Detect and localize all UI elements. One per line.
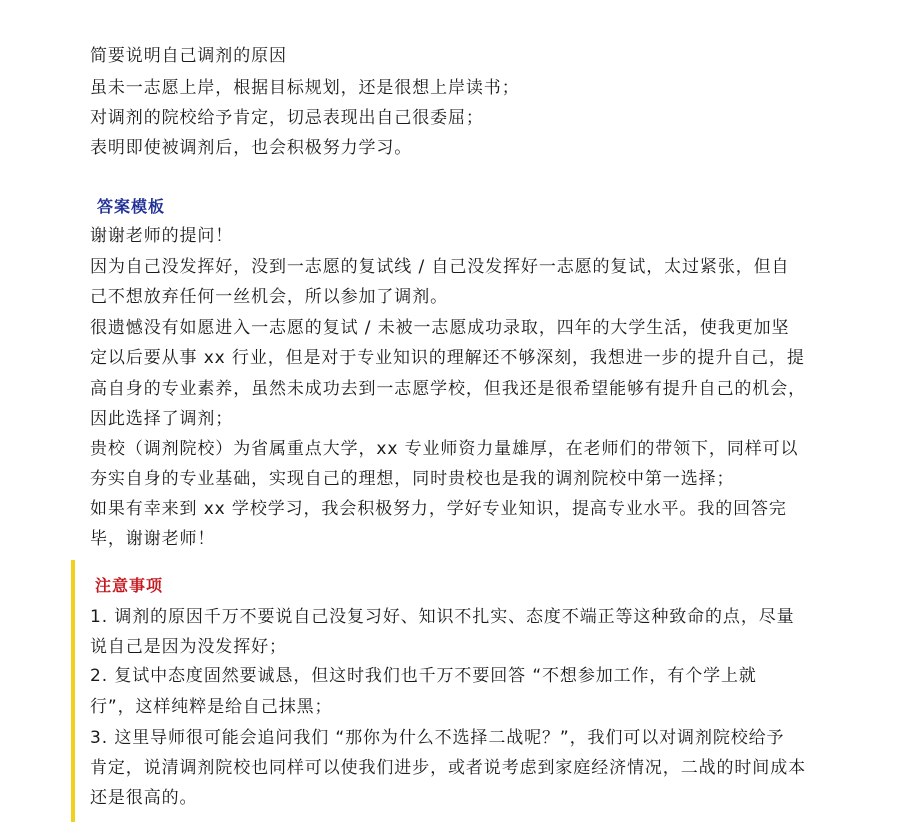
intro-line: 简要说明自己调剂的原因 (90, 46, 287, 66)
notes-accent-bar (71, 560, 75, 822)
template-line: 谢谢老师的提问！ (90, 226, 234, 246)
template-line: 如果有幸来到 xx 学校学习，我会积极努力，学好专业知识，提高专业水平。我的回答完 (90, 499, 787, 519)
intro-line: 对调剂的院校给予肯定，切忌表现出自己很委屈； (90, 108, 484, 128)
template-line: 因为自己没发挥好，没到一志愿的复试线 / 自己没发挥好一志愿的复试，太过紧张，但自 (90, 257, 790, 277)
template-line: 很遗憾没有如愿进入一志愿的复试 / 未被一志愿成功录取，四年的大学生活，使我更加坚 (90, 318, 790, 338)
template-line: 夯实自身的专业基础，实现自己的理想，同时贵校也是我的调剂院校中第一选择； (90, 469, 735, 489)
intro-line: 虽未一志愿上岸，根据目标规划，还是很想上岸读书； (90, 78, 520, 98)
template-line: 毕，谢谢老师！ (90, 529, 216, 549)
notes-line: 还是很高的。 (90, 788, 198, 808)
template-line: 贵校（调剂院校）为省属重点大学，xx 专业师资力量雄厚，在老师们的带领下，同样可以 (90, 439, 799, 459)
notes-heading: 注意事项 (95, 576, 164, 595)
notes-line: 3. 这里导师很可能会追问我们 “那你为什么不选择二战呢？”，我们可以对调剂院校给予 (90, 728, 785, 748)
notes-line: 说自己是因为没发挥好； (90, 637, 287, 657)
template-line: 定以后要从事 xx 行业，但是对于专业知识的理解还不够深刻，我想进一步的提升自己，提 (90, 348, 805, 368)
template-line: 因此选择了调剂； (90, 409, 234, 429)
notes-line: 2. 复试中态度固然要诚恳，但这时我们也千万不要回答 “不想参加工作，有个学上就 (90, 666, 757, 686)
notes-line: 1. 调剂的原因千万不要说自己没复习好、知识不扎实、态度不端正等这种致命的点，尽量 (90, 607, 795, 627)
template-line: 高自身的专业素养，虽然未成功去到一志愿学校，但我还是很希望能够有提升自己的机会， (90, 379, 806, 399)
notes-line: 行”，这样纯粹是给自己抹黑； (90, 697, 333, 717)
intro-line: 表明即使被调剂后，也会积极努力学习。 (90, 138, 413, 158)
template-line: 己不想放弃任何一丝机会，所以参加了调剂。 (90, 287, 448, 307)
template-heading: 答案模板 (97, 197, 166, 216)
notes-line: 肯定，说清调剂院校也同样可以使我们进步，或者说考虑到家庭经济情况，二战的时间成本 (90, 758, 806, 778)
